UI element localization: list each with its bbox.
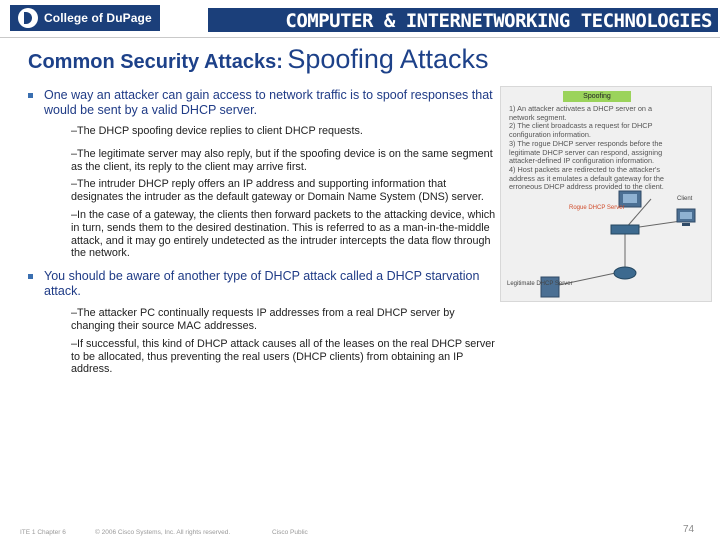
title-part-2: Spoofing Attacks [287, 44, 489, 74]
figure-step-line: 3) The rogue DHCP server responds before the [509, 139, 663, 148]
bullet-square-icon [28, 93, 33, 98]
title-part-1: Common Security Attacks: [28, 51, 283, 73]
slide-title [28, 44, 488, 75]
slide-footer [0, 526, 720, 540]
bullet-item [28, 88, 496, 118]
client-label: Client [677, 196, 693, 202]
spoofing-diagram [500, 86, 712, 302]
legit-server-label: Legitimate DHCP Server [507, 281, 573, 287]
sub-bullet: –The intruder DHCP reply offers an IP address and supporting information that designates the intruder as the default gateway or Domain Name System (DNS) server. [71, 178, 484, 204]
client-pc-icon [677, 209, 695, 226]
bullet-item [28, 269, 496, 299]
header-divider [0, 37, 720, 38]
footer-copyright: © 2006 Cisco Systems, Inc. All rights reserved. [95, 529, 231, 536]
sub-bullet: –If successful, this kind of DHCP attack causes all of the leases on the real DHCP server to be allocated, thus preventing the real users (DHCP clients) from obtaining an IP address. [71, 337, 495, 376]
sub-bullet: –The legitimate server may also reply, but if the spoofing device is on the same segment as the client, its reply to the client may arrive first. [71, 147, 493, 173]
figure-step-line: 4) Host packets are redirected to the attacker's [509, 165, 661, 174]
figure-step-line: address as it emulates a default gateway for the [509, 174, 664, 183]
logo-text: College of DuPage [44, 11, 152, 25]
slide-body [28, 88, 496, 376]
figure-step-line: erroneous DHCP address provided to the client. [509, 183, 664, 192]
sub-bullet: –The DHCP spoofing device replies to client DHCP requests. [71, 125, 363, 137]
figure-badge: Spoofing [563, 91, 631, 102]
sub-bullet: –In the case of a gateway, the clients then forward packets to the attacking device, which in turn, sends them to the desired destination. This is referred to as a man-in-the-middle attack, and it may go entirely undetected as the intruder intercepts the data flow through the network. [71, 208, 496, 260]
figure-step-line: attacker-defined IP configuration information. [509, 157, 655, 166]
footer-course: ITE 1 Chapter 6 [20, 529, 66, 536]
figure-step-line: 2) The client broadcasts a request for DHCP [509, 122, 653, 131]
department-banner [208, 8, 718, 32]
college-logo [10, 5, 160, 31]
banner-text: COMPUTER & INTERNETWORKING TECHNOLOGIES [285, 10, 712, 32]
figure-step-line: network segment. [509, 113, 567, 122]
router-icon [614, 267, 636, 279]
rogue-server-label: Rogue DHCP Server [569, 205, 625, 211]
header-bar [0, 0, 720, 38]
bullet-text: One way an attacker can gain access to network traffic is to spoof responses that would be sent by a valid DHCP server. [44, 88, 493, 117]
college-logo-icon [18, 8, 38, 28]
figure-step-line: 1) An attacker activates a DHCP server on a [509, 105, 653, 113]
footer-classification: Cisco Public [272, 529, 308, 536]
figure-steps [509, 105, 703, 192]
figure-step-line: configuration information. [509, 131, 591, 140]
switch-icon [611, 225, 639, 234]
bullet-text: You should be aware of another type of DHCP attack called a DHCP starvation attack. [44, 269, 480, 299]
sub-bullet: –The attacker PC continually requests IP addresses from a real DHCP server by changing their source MAC addresses. [71, 307, 455, 332]
bullet-square-icon [28, 274, 33, 279]
figure-step-line: legitimate DHCP server can respond, assigning [509, 148, 663, 157]
page-number: 74 [683, 524, 695, 535]
